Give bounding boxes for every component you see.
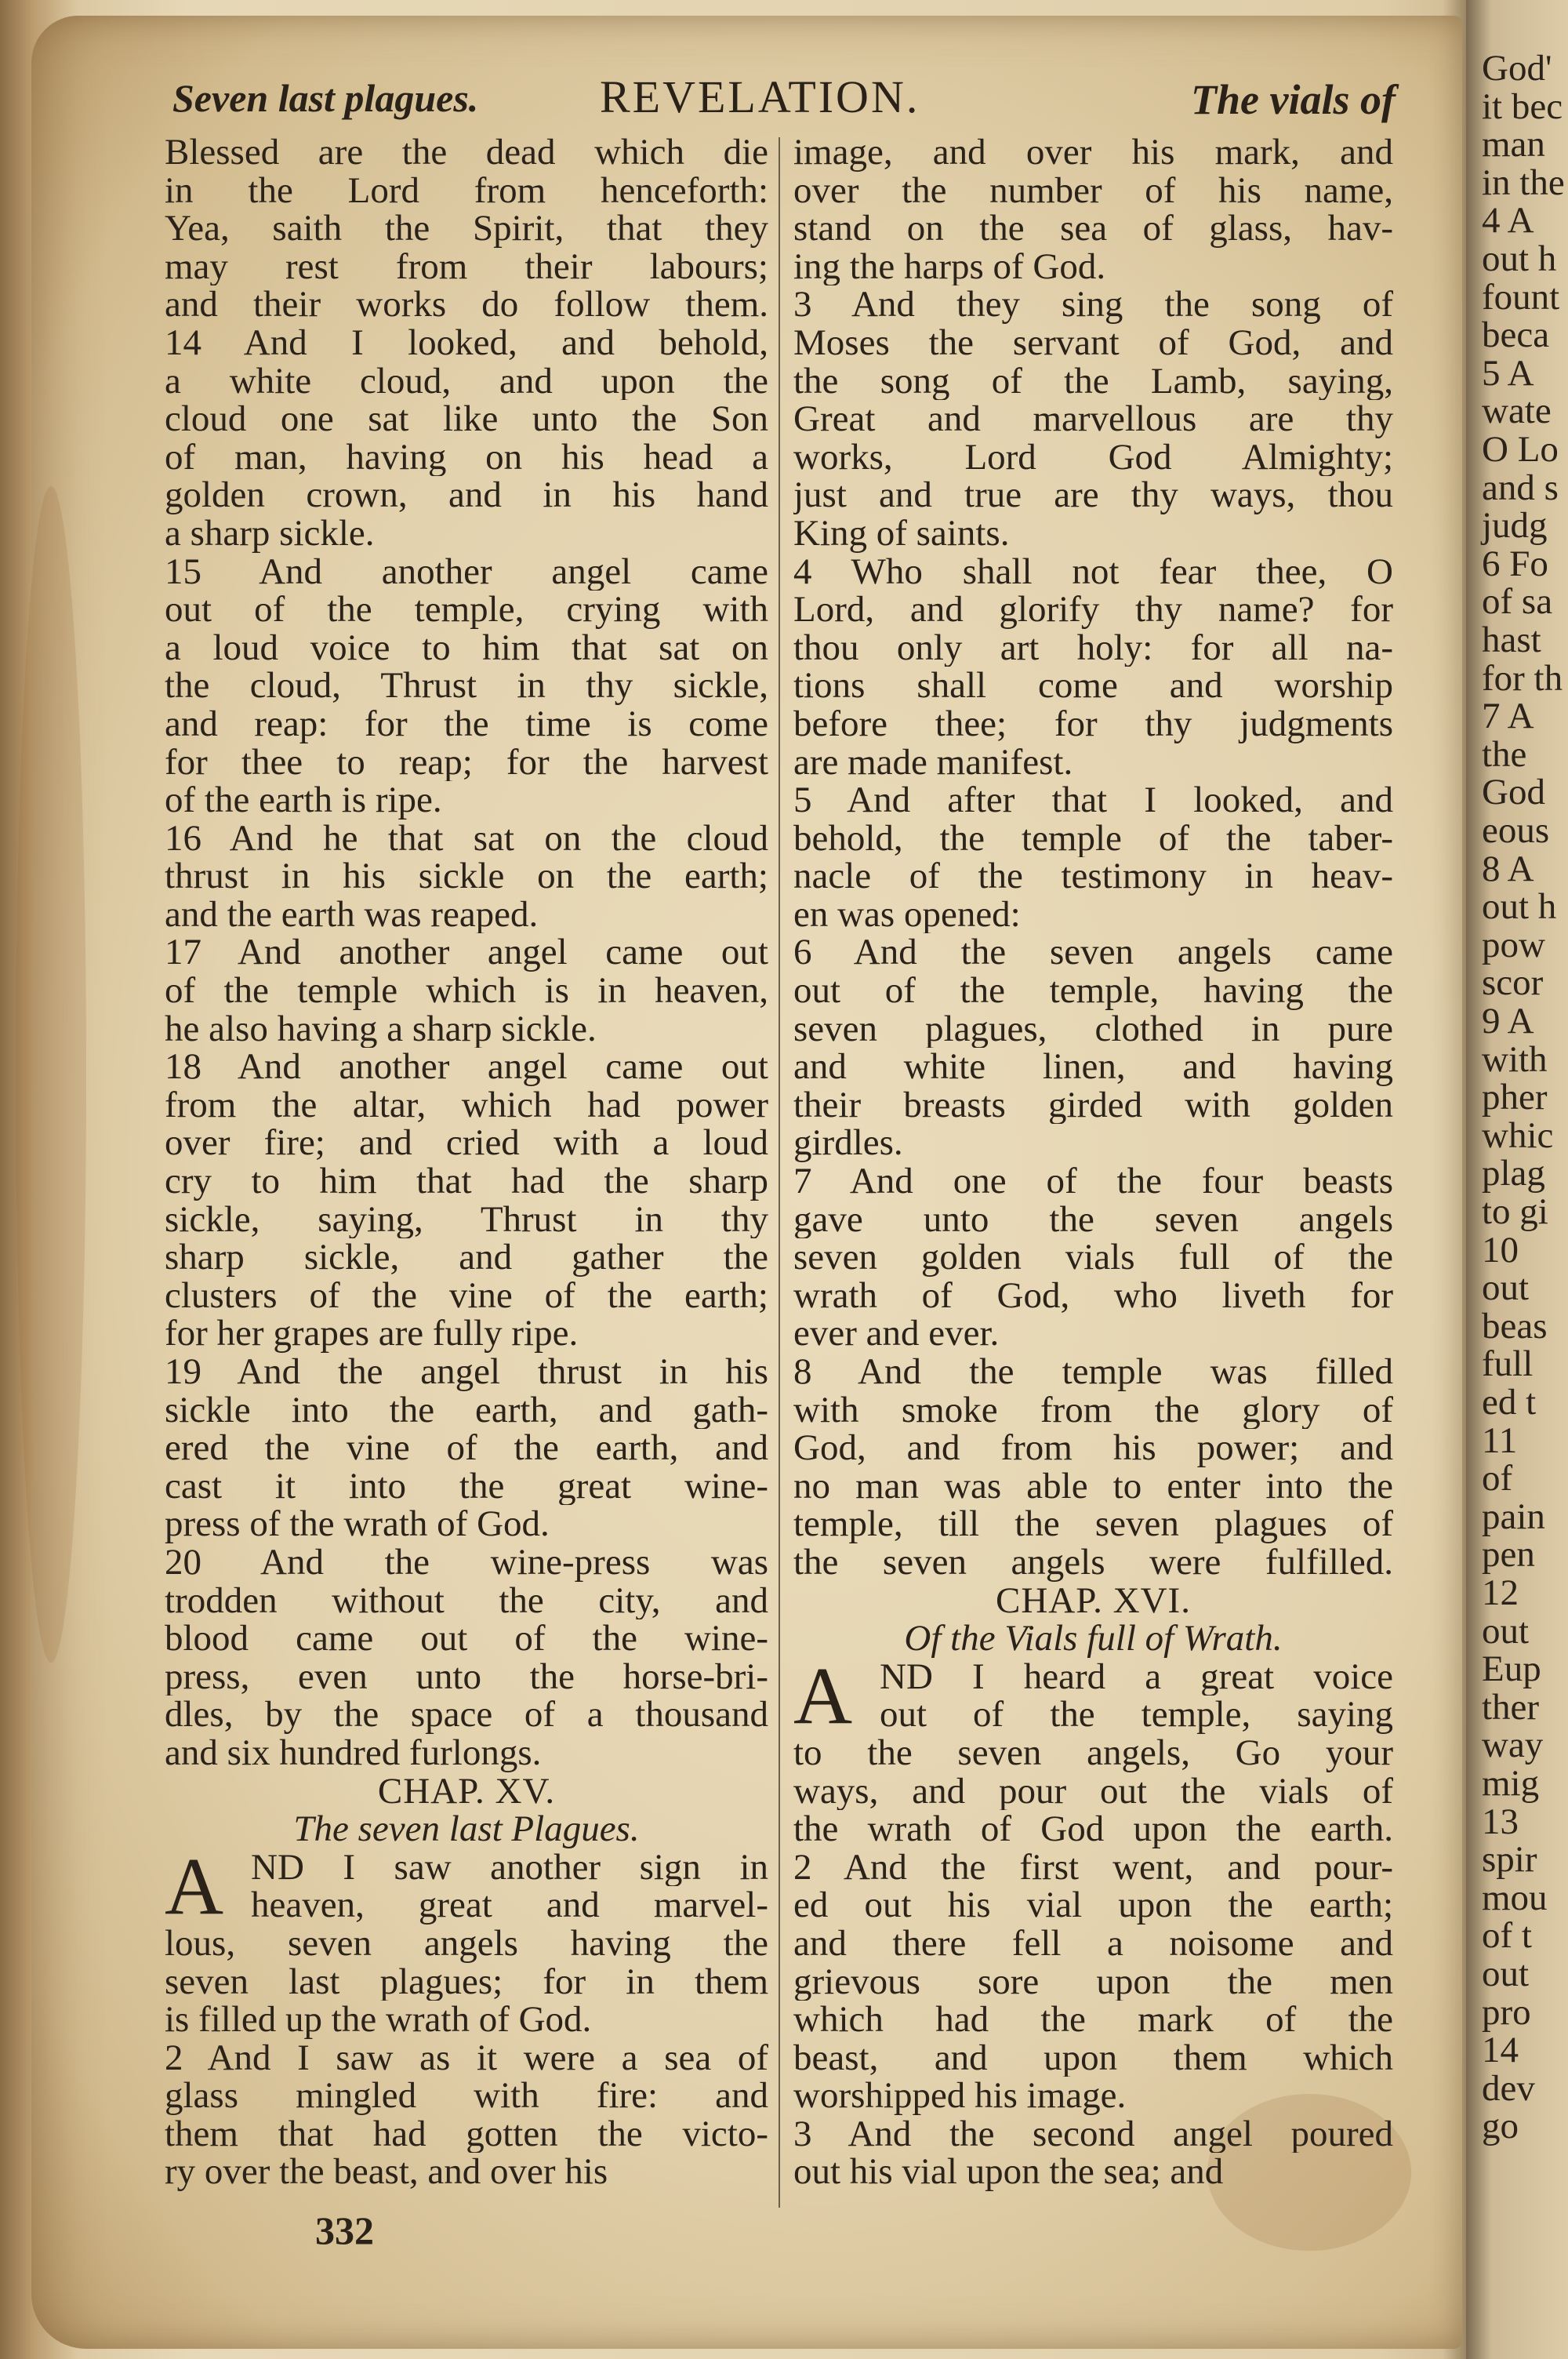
text-line: image, and over his mark, and (793, 133, 1393, 172)
text-line: with smoke from the glory of (793, 1390, 1393, 1430)
facing-page-fragment: mou (1482, 1877, 1548, 1918)
text-line: the seven angels were fulfilled. (793, 1543, 1393, 1582)
left-column-text (165, 133, 768, 1772)
text-line: stand on the sea of glass, hav- (793, 209, 1393, 248)
text-line: trodden without the city, and (165, 1581, 768, 1620)
facing-page-fragment: 14 (1482, 2030, 1519, 2071)
text-line: may rest from their labours; (165, 247, 768, 286)
drop-cap: A (793, 1650, 853, 1741)
chapter-xv-opening (165, 1841, 768, 2192)
text-line: nacle of the testimony in heav- (793, 857, 1393, 896)
facing-page-fragment: 5 A (1482, 352, 1534, 394)
text-line: over the number of his name, (793, 171, 1393, 210)
facing-page-fragment: 13 (1482, 1801, 1519, 1842)
facing-page-fragment: in the (1482, 162, 1565, 203)
facing-page-fragment: out (1482, 1267, 1530, 1309)
text-line: girdles. (793, 1124, 903, 1163)
facing-page-fragment: beca (1482, 314, 1550, 356)
facing-page-fragment: scor (1482, 962, 1544, 1004)
text-line: of the earth is ripe. (165, 781, 442, 820)
text-line: ever and ever. (793, 1314, 1000, 1353)
facing-page-fragment: and s (1482, 467, 1559, 508)
text-line: Great and marvellous are thy (793, 400, 1393, 438)
text-line: ND I heard a great voice (880, 1657, 1393, 1696)
running-head (172, 71, 1396, 133)
facing-page-fragment: ther (1482, 1686, 1540, 1728)
text-line: he also having a sharp sickle. (165, 1009, 597, 1049)
facing-page-fragment: 4 A (1482, 200, 1534, 242)
text-line: cry to him that had the sharp (165, 1162, 768, 1201)
text-line: the wrath of God upon the earth. (793, 1810, 1393, 1848)
text-line: 2 And the first went, and pour- (793, 1848, 1393, 1887)
text-line: Lord, and glorify thy name? for (793, 591, 1393, 629)
text-line: blood came out of the wine- (165, 1619, 768, 1658)
text-line: from the altar, which had power (165, 1085, 768, 1125)
text-line: 3 And the second angel poured (793, 2114, 1393, 2154)
facing-page-fragment: fount (1482, 276, 1560, 318)
text-line: sharp sickle, and gather the (165, 1238, 768, 1277)
facing-page-fragment: beas (1482, 1305, 1548, 1347)
text-line: and there fell a noisome and (793, 1924, 1393, 1963)
text-line: out his vial upon the sea; and (793, 2153, 1224, 2192)
text-line: out of the temple, saying (880, 1696, 1393, 1734)
facing-page-fragment: spir (1482, 1839, 1537, 1881)
text-line: 3 And they sing the song of (793, 285, 1393, 324)
facing-page-fragment: pen (1482, 1534, 1535, 1576)
text-line: beast, and upon them which (793, 2038, 1393, 2077)
facing-page-fragment: pro (1482, 1991, 1531, 2033)
text-line: seven golden vials full of the (793, 1238, 1393, 1277)
text-line: thou only art holy: for all na- (793, 628, 1393, 667)
facing-page-fragment: man (1482, 124, 1545, 165)
text-line: 2 And I saw as it were a sea of (165, 2038, 768, 2077)
page-number: 332 (315, 2208, 374, 2252)
facing-page-fragment: wate (1482, 391, 1552, 432)
facing-page-fragment: whic (1482, 1114, 1554, 1156)
text-line: of the temple which is in heaven, (165, 972, 768, 1010)
text-line: ered the vine of the earth, and (165, 1429, 768, 1467)
text-line: King of saints. (793, 514, 1010, 553)
text-line: lous, seven angels having the (165, 1924, 768, 1963)
facing-page-fragment: 12 (1482, 1572, 1519, 1613)
text-line: glass mingled with fire: and (165, 2077, 768, 2115)
running-head-title: REVELATION. (600, 71, 920, 122)
text-line: Moses the servant of God, and (793, 323, 1393, 362)
facing-page-fragment: of t (1482, 1915, 1532, 1957)
facing-page-fragment: dev (1482, 2067, 1535, 2109)
text-line: seven last plagues; for in them (165, 1962, 768, 2001)
facing-page-fragment: pow (1482, 924, 1545, 965)
chapter-summary-xv: The seven last Plagues. (293, 1810, 640, 1848)
facing-page-fragment: with (1482, 1038, 1548, 1080)
text-line: ry over the beast, and over his (165, 2153, 608, 2192)
chapter-summary-xvi: Of the Vials full of Wrath. (904, 1619, 1283, 1658)
text-line: God, and from his power; and (793, 1429, 1393, 1467)
text-line: 6 And the seven angels came (793, 933, 1393, 972)
facing-page-fragment: God (1482, 772, 1545, 813)
text-line: their breasts girded with golden (793, 1085, 1393, 1125)
text-line: 16 And he that sat on the cloud (165, 819, 768, 858)
text-line: 7 And one of the four beasts (793, 1162, 1393, 1201)
text-line: gave unto the seven angels (793, 1200, 1393, 1239)
text-line: a loud voice to him that sat on (165, 628, 768, 667)
facing-page-fragment: plag (1482, 1153, 1545, 1194)
text-line: worshipped his image. (793, 2077, 1127, 2115)
text-line: Blessed are the dead which die (165, 133, 768, 172)
facing-page-fragment: mig (1482, 1763, 1540, 1804)
text-line: cloud one sat like unto the Son (165, 400, 768, 438)
text-line: en was opened: (793, 895, 1021, 934)
text-line: of man, having on his head a (165, 438, 768, 477)
column-rule (779, 137, 780, 2208)
facing-page-fragment: pher (1482, 1077, 1548, 1118)
text-line: ways, and pour out the vials of (793, 1772, 1393, 1811)
text-line: thrust in his sickle on the earth; (165, 857, 768, 896)
text-line: 17 And another angel came out (165, 933, 768, 972)
facing-page-fragment: out (1482, 1954, 1530, 1994)
text-line: over fire; and cried with a loud (165, 1124, 768, 1163)
text-line: 5 And after that I looked, and (793, 781, 1393, 820)
facing-page-fragment: Eup (1482, 1648, 1541, 1690)
facing-page-fragment: God' (1482, 48, 1552, 89)
facing-page-fragment: O Lo (1482, 429, 1559, 470)
text-line: 15 And another angel came (165, 552, 768, 591)
text-line: clusters of the vine of the earth; (165, 1276, 768, 1315)
facing-page-fragment: the (1482, 733, 1527, 775)
text-line: sickle into the earth, and gath- (165, 1390, 768, 1430)
text-line: the song of the Lamb, saying, (793, 362, 1393, 401)
text-line: to the seven angels, Go your (793, 1733, 1393, 1772)
facing-page-fragment: pain (1482, 1496, 1545, 1537)
text-line: cast it into the great wine- (165, 1467, 768, 1506)
text-line: golden crown, and in his hand (165, 476, 768, 514)
facing-page-fragment: eous (1482, 810, 1550, 851)
chapter-xvi-opening (793, 1650, 1393, 2192)
facing-page-fragment: way (1482, 1725, 1544, 1766)
facing-page-fragment: full (1482, 1343, 1534, 1385)
text-line: sickle, saying, Thrust in thy (165, 1200, 768, 1239)
text-line: just and true are thy ways, thou (793, 476, 1393, 514)
text-line: grievous sore upon the men (793, 1962, 1393, 2001)
facing-page-fragment: of (1482, 1458, 1513, 1499)
right-column (793, 133, 1393, 2191)
text-line: for thee to reap; for the harvest (165, 743, 768, 782)
running-head-right: The vials of (1191, 76, 1396, 123)
running-head-left: Seven last plagues. (172, 76, 479, 120)
text-line: press, even unto the horse-bri- (165, 1657, 768, 1696)
facing-page-fragment: of sa (1482, 581, 1553, 623)
text-line: which had the mark of the (793, 2001, 1393, 2039)
text-line: 20 And the wine-press was (165, 1543, 768, 1582)
text-line: works, Lord God Almighty; (793, 438, 1393, 477)
text-line: tions shall come and worship (793, 667, 1393, 705)
text-line: dles, by the space of a thousand (165, 1696, 768, 1734)
facing-page-fragment: out (1482, 1610, 1530, 1652)
facing-page-fragment: for th (1482, 657, 1563, 699)
facing-page-fragment: 8 A (1482, 848, 1534, 889)
left-column (165, 133, 768, 2191)
text-line: them that had gotten the victo- (165, 2114, 768, 2154)
text-line: 14 And I looked, and behold, (165, 323, 768, 362)
text-line: seven plagues, clothed in pure (793, 1009, 1393, 1049)
facing-page-fragment: 9 A (1482, 1001, 1534, 1041)
text-line: wrath of God, who liveth for (793, 1276, 1393, 1315)
text-line: and their works do follow them. (165, 285, 768, 324)
text-line: for her grapes are fully ripe. (165, 1314, 579, 1353)
text-line: behold, the temple of the taber- (793, 819, 1393, 858)
text-line: a sharp sickle. (165, 514, 375, 553)
facing-page-fragment: 10 (1482, 1229, 1519, 1270)
page-stain (16, 486, 86, 1663)
text-line: temple, till the seven plagues of (793, 1505, 1393, 1543)
chapter-xv-text (165, 1841, 768, 2192)
text-line: before thee; for thy judgments (793, 704, 1393, 743)
facing-page-fragment: it bec (1482, 85, 1563, 127)
text-line: 18 And another angel came out (165, 1048, 768, 1086)
text-line: 8 And the temple was filled (793, 1353, 1393, 1391)
facing-page-fragment: 7 A (1482, 696, 1534, 737)
facing-page-fragment: out h (1482, 886, 1557, 928)
text-line: Yea, saith the Spirit, that they (165, 209, 768, 248)
facing-page-fragment: ed t (1482, 1382, 1537, 1423)
facing-page-fragment: out h (1482, 238, 1557, 279)
text-line: and white linen, and having (793, 1048, 1393, 1086)
text-line: the cloud, Thrust in thy sickle, (165, 667, 768, 705)
drop-cap: A (165, 1841, 224, 1932)
facing-page-fragment: hast (1482, 620, 1541, 660)
text-line: no man was able to enter into the (793, 1467, 1393, 1506)
text-line: 4 Who shall not fear thee, O (793, 552, 1393, 591)
text-line: are made manifest. (793, 743, 1073, 782)
chapter-xvi-text (793, 1650, 1393, 2192)
text-line: heaven, great and marvel- (251, 1886, 768, 1925)
text-line: 19 And the angel thrust in his (165, 1353, 768, 1391)
facing-page-fragment: to gi (1482, 1191, 1548, 1232)
facing-page-fragment: judg (1482, 505, 1548, 547)
text-line: is filled up the wrath of God. (165, 2001, 592, 2039)
facing-page-edge (1466, 0, 1568, 2359)
text-line: in the Lord from henceforth: (165, 171, 768, 210)
text-line: and six hundred furlongs. (165, 1733, 542, 1772)
text-line: ing the harps of God. (793, 247, 1106, 286)
facing-page-fragment: 11 (1482, 1419, 1518, 1461)
text-line: out of the temple, having the (793, 972, 1393, 1010)
facing-page-fragment: 6 Fo (1482, 543, 1548, 584)
chapter-heading-xv: CHAP. XV. (377, 1772, 556, 1811)
facing-page-fragment: go (1482, 2106, 1519, 2147)
text-line: out of the temple, crying with (165, 591, 768, 629)
text-line: and reap: for the time is come (165, 704, 768, 743)
chapter-heading-xvi: CHAP. XVI. (996, 1581, 1191, 1620)
text-line: a white cloud, and upon the (165, 362, 768, 401)
text-line: ND I saw another sign in (251, 1848, 768, 1887)
text-line: press of the wrath of God. (165, 1505, 550, 1543)
text-line: ed out his vial upon the earth; (793, 1886, 1393, 1925)
text-line: and the earth was reaped. (165, 895, 539, 934)
right-column-text (793, 133, 1393, 1582)
